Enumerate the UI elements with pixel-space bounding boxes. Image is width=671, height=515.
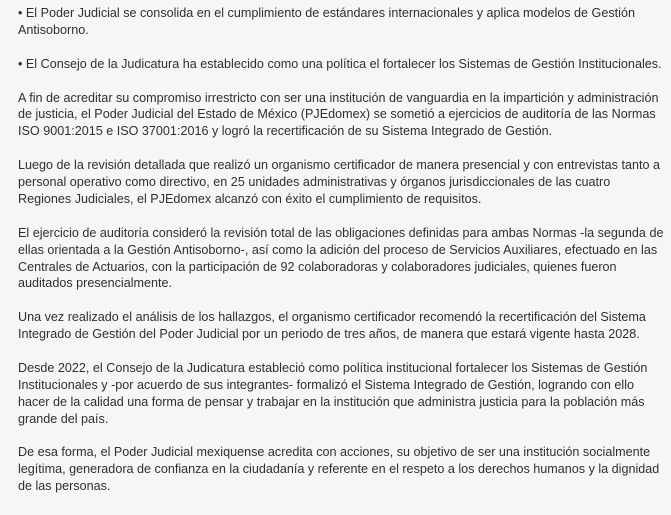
bullet-paragraph-consejo: • El Consejo de la Judicatura ha establecido como una política el fortalecer los Sistemas de Gestión Institucionales. xyxy=(18,56,662,71)
paragraph-recertificacion: A fin de acreditar su compromiso irrestricto con ser una institución de vanguardia en la impartición y administración de justicia, el Poder Judicial del Estado de México (PJEdomex) se sometió a ejercicios de auditoría de las Normas ISO 9001:2015 e ISO 37001:2016 y logró la recertificación de su Sistema Integrado de Gestión. xyxy=(18,90,659,139)
paragraph-conclusion: De esa forma, el Poder Judicial mexiquense acredita con acciones, su objetivo de ser una institución socialmente legítima, generadora de confianza en la ciudadanía y referente en el respeto a los derechos humanos y la dignidad de las personas. xyxy=(18,445,660,494)
paragraph-revision: Luego de la revisión detallada que realizó un organismo certificador de manera presencial y con entrevistas tanto a personal operativo como directivo, en 25 unidades administrativas y órganos jurisdiccionales de las cuatro Regiones Judiciales, el PJEdomex alcanzó con éxito el cumplimiento de requisitos. xyxy=(18,158,660,206)
paragraph-auditoria: El ejercicio de auditoría consideró la revisión total de las obligaciones definidas para ambas Normas -la segunda de ellas orientada a la Gestión Antisoborno-, así como la adición del proceso de Servicios Auxiliares, efectuado en las Centrales de Actuarios, con la participación de 92 colaboradoras y colaboradores judiciales, quienes fueron auditados presencialmente. xyxy=(18,225,664,291)
bullet-paragraph-antisoborno: • El Poder Judicial se consolida en el cumplimiento de estándares internacionales y aplica modelos de Gestión Antisoborno. xyxy=(18,6,635,37)
paragraph-desde-2022: Desde 2022, el Consejo de la Judicatura estableció como política institucional fortalecer los Sistemas de Gestión Institucionales y -por acuerdo de sus integrantes- formalizó el Sistema Integrado de Gestión, logrando con ello hacer de la calidad una forma de pensar y trabajar en la institución que administra justicia para la población más grande del país. xyxy=(18,360,648,426)
paragraph-hallazgos: Una vez realizado el análisis de los hallazgos, el organismo certificador recomendó la recertificación del Sistema Integrado de Gestión del Poder Judicial por un periodo de tres años, de manera que estará vigente hasta 2028. xyxy=(18,310,646,342)
